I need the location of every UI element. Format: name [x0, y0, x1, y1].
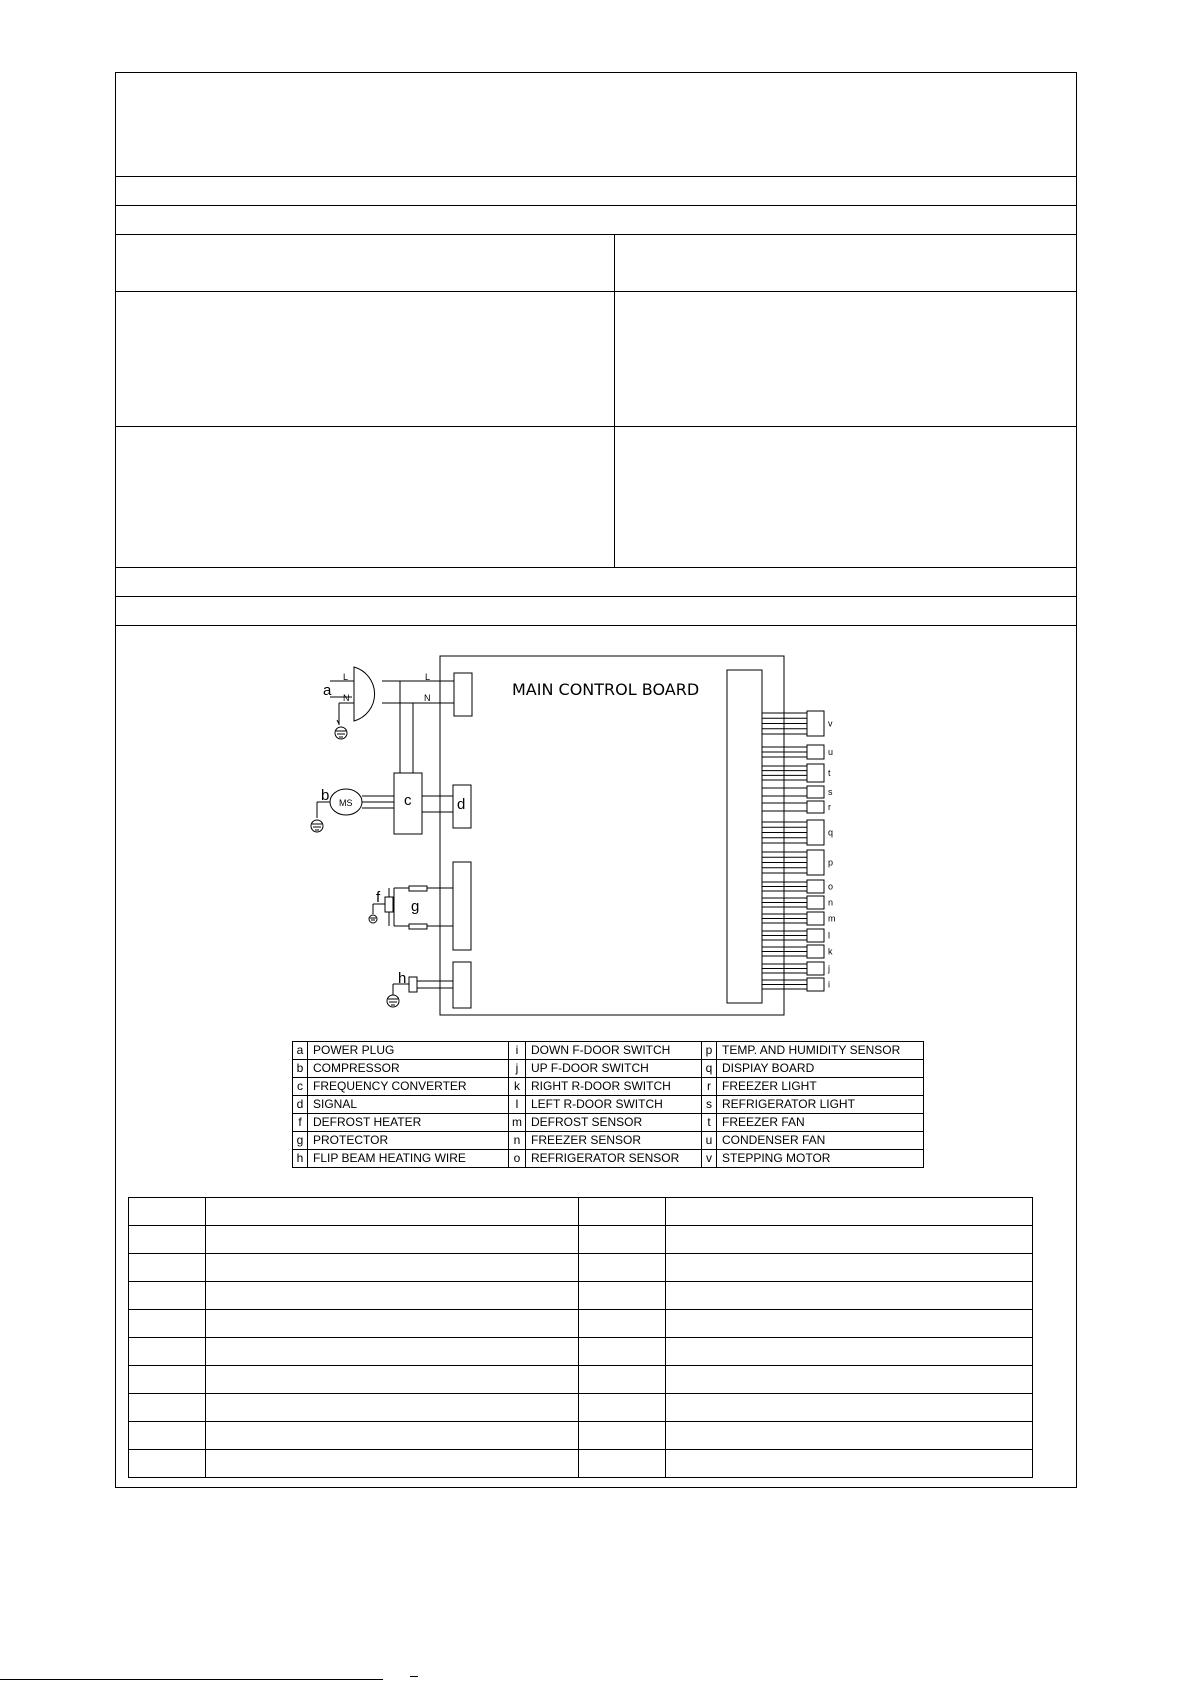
compressor-text: MS [339, 798, 353, 808]
flip-beam-heating-wire [409, 977, 417, 992]
table-cell [206, 1282, 579, 1310]
legend-value: DOWN F-DOOR SWITCH [526, 1042, 702, 1060]
table-cell [206, 1310, 579, 1338]
connector-label: o [828, 881, 834, 892]
legend-value: FLIP BEAM HEATING WIRE [308, 1150, 509, 1168]
table-row [129, 1450, 1033, 1478]
connector-harness [762, 711, 824, 991]
protector-element [409, 924, 427, 929]
legend-key: j [509, 1060, 526, 1078]
connector-o [807, 880, 824, 893]
table-cell [206, 1394, 579, 1422]
connector-p [807, 850, 824, 875]
legend-key: c [293, 1078, 308, 1096]
table-row [129, 1254, 1033, 1282]
legend-value: DEFROST HEATER [308, 1114, 509, 1132]
table-cell [666, 1422, 1033, 1450]
table-cell [129, 1254, 206, 1282]
connector-label: s [828, 787, 833, 797]
legend-key: v [702, 1150, 717, 1168]
legend-key: a [293, 1042, 308, 1060]
table-cell [206, 1338, 579, 1366]
table-cell [129, 1198, 206, 1226]
form-row-divider [115, 567, 1077, 568]
table-row [129, 1310, 1033, 1338]
table-cell [579, 1198, 666, 1226]
power-plug-symbol [354, 667, 375, 721]
connector-label: u [828, 747, 834, 757]
board-title: MAIN CONTROL BOARD [512, 680, 700, 699]
legend-row [293, 1078, 924, 1096]
table-cell [579, 1338, 666, 1366]
table-cell [666, 1254, 1033, 1282]
connector-label: l [828, 930, 830, 941]
connector-label: n [828, 897, 834, 908]
connector-label: t [828, 768, 831, 778]
legend-key: f [293, 1114, 308, 1132]
connector-label: i [828, 979, 830, 990]
compressor-letter: b [321, 787, 330, 804]
table-cell [579, 1450, 666, 1478]
table-cell [206, 1366, 579, 1394]
terminal-block-wire [453, 962, 471, 1008]
legend-value: STEPPING MOTOR [717, 1150, 924, 1168]
legend-row [293, 1042, 924, 1060]
converter-letter: c [404, 792, 412, 809]
connector-label: q [828, 827, 834, 838]
table-row [129, 1226, 1033, 1254]
table-cell [129, 1366, 206, 1394]
footnote-mark [410, 1676, 418, 1677]
table-row [129, 1394, 1033, 1422]
legend-key: b [293, 1060, 308, 1078]
legend-row [293, 1114, 924, 1132]
table-cell [206, 1226, 579, 1254]
connector-i [807, 978, 824, 991]
table-cell [129, 1282, 206, 1310]
legend-value: SIGNAL [308, 1096, 509, 1114]
table-row [129, 1422, 1033, 1450]
signal-letter: d [457, 796, 466, 813]
form-row-divider [115, 176, 1077, 177]
connector-s [807, 786, 824, 798]
legend-row [293, 1150, 924, 1168]
wire-letter: h [398, 970, 407, 987]
legend-key: o [509, 1150, 526, 1168]
legend-key: p [702, 1042, 717, 1060]
legend-value: FREEZER FAN [717, 1114, 924, 1132]
form-row-divider [115, 596, 1077, 597]
table-cell [579, 1310, 666, 1338]
table-row [129, 1198, 1033, 1226]
table-cell [129, 1226, 206, 1254]
line-label-N: N [343, 693, 350, 703]
table-cell [666, 1338, 1033, 1366]
protector-letter: g [411, 898, 420, 915]
board-line-label-N: N [424, 693, 431, 703]
connector-label: m [828, 913, 836, 924]
footnote-rule [0, 1679, 383, 1680]
legend-key: n [509, 1132, 526, 1150]
legend-key: l [509, 1096, 526, 1114]
legend-value: UP F-DOOR SWITCH [526, 1060, 702, 1078]
plug-letter: a [323, 682, 332, 699]
legend-value: RIGHT R-DOOR SWITCH [526, 1078, 702, 1096]
connector-j [807, 962, 824, 975]
connector-label: j [828, 963, 830, 974]
table-cell [579, 1422, 666, 1450]
legend-value: COMPRESSOR [308, 1060, 509, 1078]
table-row [129, 1366, 1033, 1394]
connector-v [807, 711, 824, 736]
table-cell [129, 1338, 206, 1366]
line-label-L: L [343, 672, 349, 682]
connector-k [807, 945, 824, 958]
table-cell [206, 1450, 579, 1478]
form-row-divider [115, 625, 1077, 626]
connector-u [807, 745, 824, 759]
table-cell [206, 1422, 579, 1450]
terminal-block-power [454, 673, 472, 716]
legend-key: m [509, 1114, 526, 1132]
table-cell [129, 1450, 206, 1478]
wiring-diagram [290, 645, 860, 1020]
connector-t [807, 764, 824, 782]
legend-value: DEFROST SENSOR [526, 1114, 702, 1132]
legend-value: FREEZER LIGHT [717, 1078, 924, 1096]
table-cell [579, 1254, 666, 1282]
legend-value: LEFT R-DOOR SWITCH [526, 1096, 702, 1114]
legend-key: h [293, 1150, 308, 1168]
connector-r [807, 801, 824, 813]
legend-value: REFRIGERATOR SENSOR [526, 1150, 702, 1168]
table-cell [666, 1282, 1033, 1310]
table-cell [666, 1198, 1033, 1226]
legend-row [293, 1096, 924, 1114]
form-column-divider [614, 234, 615, 567]
table-cell [666, 1394, 1033, 1422]
table-cell [206, 1198, 579, 1226]
table-cell [666, 1310, 1033, 1338]
table-cell [666, 1450, 1033, 1478]
legend-row [293, 1060, 924, 1078]
table-cell [666, 1226, 1033, 1254]
table-cell [206, 1254, 579, 1282]
legend-key: i [509, 1042, 526, 1060]
table-cell [129, 1394, 206, 1422]
legend-key: k [509, 1078, 526, 1096]
legend-value: REFRIGERATOR LIGHT [717, 1096, 924, 1114]
table-row [129, 1338, 1033, 1366]
connector-q [807, 820, 824, 845]
legend-value: FREEZER SENSOR [526, 1132, 702, 1150]
heater-letter: f [376, 889, 381, 906]
legend-value: TEMP. AND HUMIDITY SENSOR [717, 1042, 924, 1060]
terminal-block-heater [453, 862, 471, 950]
component-legend [292, 1041, 924, 1168]
main-control-board [440, 656, 784, 1015]
ground-symbol [335, 727, 347, 739]
legend-value: FREQUENCY CONVERTER [308, 1078, 509, 1096]
table-row [129, 1282, 1033, 1310]
legend-value: POWER PLUG [308, 1042, 509, 1060]
legend-key: s [702, 1096, 717, 1114]
ground-symbol [369, 915, 377, 923]
terminal-block-right [727, 670, 762, 1003]
table-cell [129, 1422, 206, 1450]
legend-key: u [702, 1132, 717, 1150]
legend-key: q [702, 1060, 717, 1078]
connector-label: r [828, 802, 831, 812]
legend-key: d [293, 1096, 308, 1114]
ground-symbol [387, 995, 399, 1007]
table-cell [129, 1310, 206, 1338]
form-row-divider [115, 234, 1077, 235]
table-cell [579, 1394, 666, 1422]
connector-n [807, 896, 824, 909]
form-row-divider [115, 205, 1077, 206]
table-cell [579, 1226, 666, 1254]
ground-symbol [311, 820, 323, 832]
table-cell [666, 1366, 1033, 1394]
form-row-divider [115, 291, 1077, 292]
legend-key: g [293, 1132, 308, 1150]
legend-value: CONDENSER FAN [717, 1132, 924, 1150]
table-cell [579, 1282, 666, 1310]
form-row-divider [115, 426, 1077, 427]
connector-label: k [828, 946, 833, 957]
legend-key: t [702, 1114, 717, 1132]
table-cell [579, 1366, 666, 1394]
connector-m [807, 912, 824, 925]
legend-value: DISPIAY BOARD [717, 1060, 924, 1078]
defrost-heater-element [385, 897, 393, 912]
connector-l [807, 929, 824, 942]
protector-element [409, 886, 427, 891]
connector-label: v [828, 718, 833, 729]
legend-key: r [702, 1078, 717, 1096]
connector-label: p [828, 857, 834, 868]
legend-row [293, 1132, 924, 1150]
legend-value: PROTECTOR [308, 1132, 509, 1150]
blank-record-table [128, 1197, 1033, 1478]
board-line-label-L: L [425, 672, 431, 682]
